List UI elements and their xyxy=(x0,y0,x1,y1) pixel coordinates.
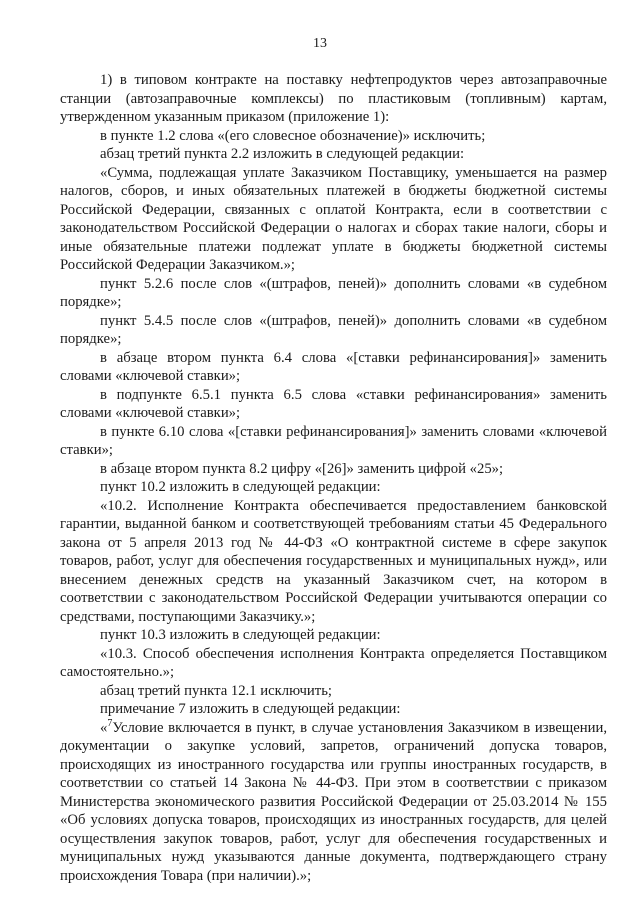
open-quote: « xyxy=(100,719,108,736)
paragraph-point-6-5-1: в подпункте 6.5.1 пункта 6.5 слова «ставки рефинансирования» заменить словами «ключевой ставки»; xyxy=(60,386,607,421)
paragraph-point-2-2-heading: абзац третий пункта 2.2 изложить в следующей редакции: xyxy=(100,146,465,162)
paragraph-point-5-2-6: пункт 5.2.6 после слов «(штрафов, пеней)» дополнить словами «в судебном порядке»; xyxy=(60,275,607,310)
paragraph-point-10-2-heading: пункт 10.2 изложить в следующей редакции: xyxy=(100,479,381,495)
paragraph-item-1-intro: 1) в типовом контракте на поставку нефтепродуктов через автозаправочные станции (автозаправочные комплексы) по пластиковым (топливным) картам, утвержденном указанным приказом (приложение 1): xyxy=(60,72,607,125)
paragraph-point-6-4: в абзаце втором пункта 6.4 слова «[ставки рефинансирования]» заменить словами «ключевой ставки»; xyxy=(60,349,607,384)
paragraph-point-1-2: в пункте 1.2 слова «(его словесное обозначение)» исключить; xyxy=(100,127,486,144)
paragraph-note-7-heading: примечание 7 изложить в следующей редакции: xyxy=(100,701,401,717)
paragraph-note-7-text xyxy=(60,719,607,886)
note-7-body: Условие включается в пункт, в случае установления Заказчиком в извещении, документации о закупке условий, запретов, ограничений допуска товаров, происходящих из иностранного государства или группы иностранных государств, в соответствии со статьей 14 Закона № 44-ФЗ. При этом в соответствии с приказом Министерства экономического развития Российской Федерации от 25.03.2014 № 155 «Об условиях допуска товаров, происходящих из иностранных государств, для целей осуществления закупок товаров, работ, услуг для обеспечения государственных и муниципальных нужд указываются данные документа, подтверждающего страну происхождения Товара (при наличии).»; xyxy=(60,719,607,884)
paragraph-point-5-4-5: пункт 5.4.5 после слов «(штрафов, пеней)» дополнить словами «в судебном порядке»; xyxy=(60,312,607,347)
paragraph-point-10-2-text: «10.2. Исполнение Контракта обеспечивается предоставлением банковской гарантии, выданной банком и соответствующей требованиям статьи 45 Федерального закона от 5 апреля 2013 год № 44-ФЗ «О контрактной системе в сфере закупок товаров, работ, услуг для обеспечения государственных и муниципальных нужд», или внесением денежных средств на указанный Заказчиком счет, на котором в соответствии с законодательством Российской Федерации учитываются операции со средствами, поступающими Заказчику.»; xyxy=(60,497,607,625)
paragraph-point-8-2: в абзаце втором пункта 8.2 цифру «[26]» заменить цифрой «25»; xyxy=(100,460,504,477)
paragraph-point-10-3-text: «10.3. Способ обеспечения исполнения Контракта определяется Поставщиком самостоятельно.»; xyxy=(60,645,607,680)
footnote-mark: 7 xyxy=(107,717,113,729)
paragraph-point-6-10: в пункте 6.10 слова «[ставки рефинансирования]» заменить словами «ключевой ставки»; xyxy=(60,423,607,458)
paragraph-point-10-3-heading: пункт 10.3 изложить в следующей редакции: xyxy=(100,627,381,643)
page-number: 13 xyxy=(313,36,327,51)
paragraph-point-12-1: абзац третий пункта 12.1 исключить; xyxy=(100,682,332,699)
paragraph-point-2-2-text: «Сумма, подлежащая уплате Заказчиком Поставщику, уменьшается на размер налогов, сборов, и иных обязательных платежей в бюджеты бюджетной системы Российской Федерации, связанных с оплатой Контракта, если в соответствии с законодательством Российской Федерации о налогах и сборах такие налоги, сборы и иные обязательные платежи подлежат уплате в бюджеты бюджетной системы Российской Федерации Заказчиком.»; xyxy=(60,164,607,273)
document-body xyxy=(60,71,607,885)
